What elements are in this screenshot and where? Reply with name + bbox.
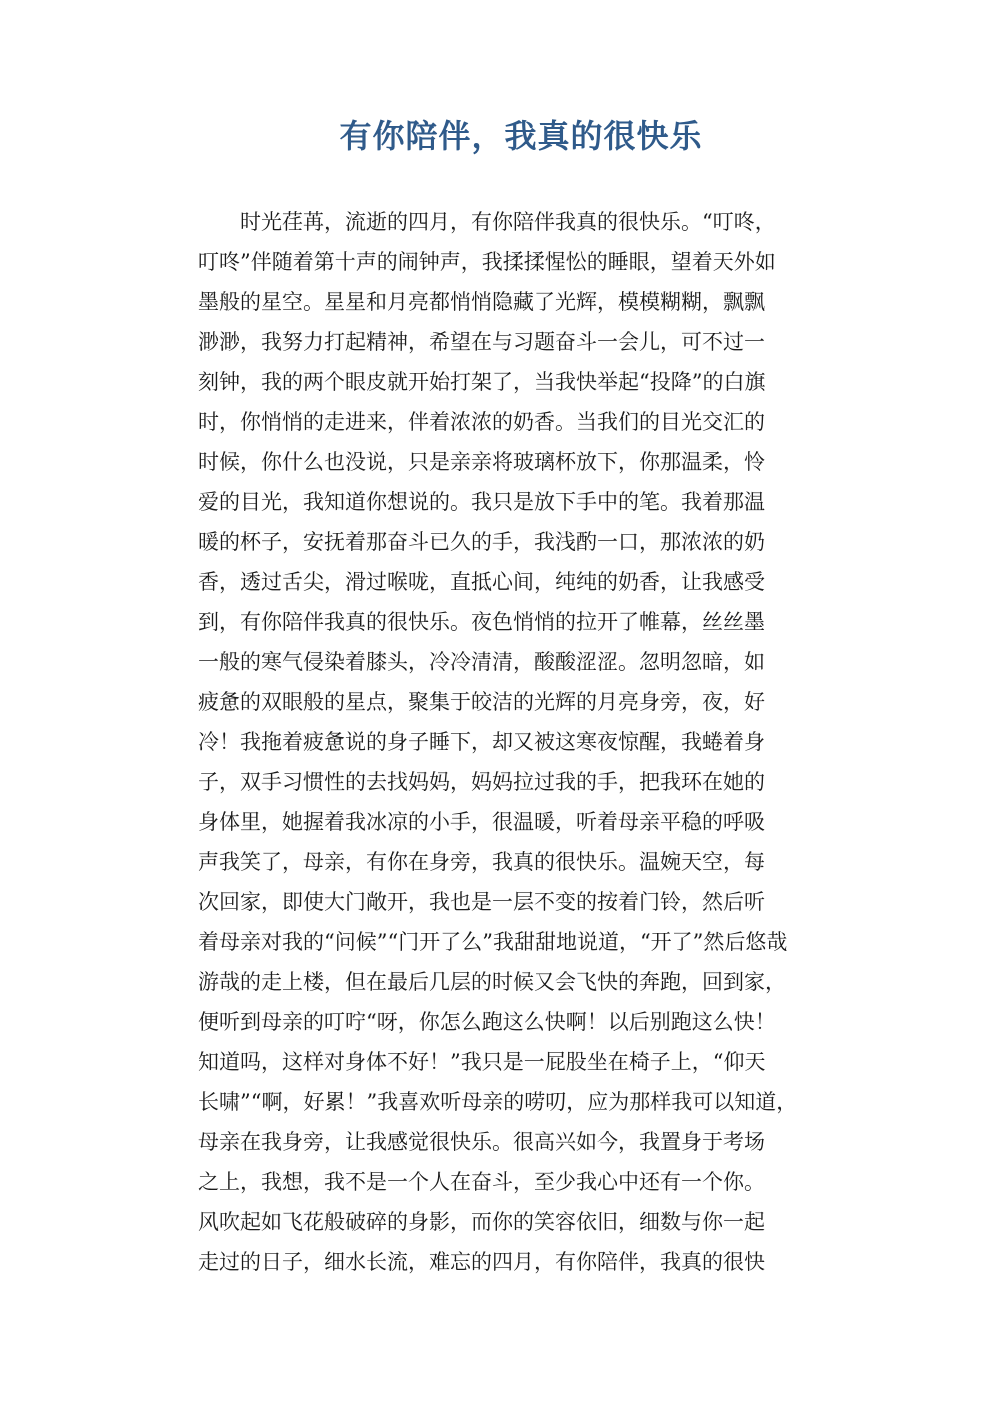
body-line: 游哉的走上楼，但在最后几层的时候又会飞快的奔跑，回到家， — [198, 970, 786, 994]
body-line: 时候，你什么也没说，只是亲亲将玻璃杯放下，你那温柔，怜 — [198, 450, 765, 474]
body-line: 时，你悄悄的走进来，伴着浓浓的奶香。当我们的目光交汇的 — [198, 410, 765, 434]
document-title: 有你陪伴，我真的很快乐 — [339, 117, 703, 155]
body-line: 刻钟，我的两个眼皮就开始打架了，当我快举起“投降”的白旗 — [198, 370, 766, 394]
body-line: 一般的寒气侵染着膝头，冷冷清清，酸酸涩涩。忽明忽暗，如 — [198, 650, 765, 674]
body-line: 之上，我想，我不是一个人在奋斗，至少我心中还有一个你。 — [198, 1170, 765, 1194]
body-line: 长啸”“啊，好累！”我喜欢听母亲的唠叨，应为那样我可以知道， — [198, 1090, 798, 1114]
body-line: 知道吗，这样对身体不好！”我只是一屁股坐在椅子上，“仰天 — [198, 1050, 766, 1074]
body-line: 墨般的星空。星星和月亮都悄悄隐藏了光辉，模模糊糊，飘飘 — [198, 290, 765, 314]
body-line: 子，双手习惯性的去找妈妈，妈妈拉过我的手，把我环在她的 — [198, 770, 765, 794]
body-line: 冷！我拖着疲惫说的身子睡下，却又被这寒夜惊醒，我蜷着身 — [198, 730, 765, 754]
body-line: 风吹起如飞花般破碎的身影，而你的笑容依旧，细数与你一起 — [198, 1210, 765, 1234]
body-line: 时光荏苒，流逝的四月，有你陪伴我真的很快乐。“叮咚， — [198, 210, 776, 234]
body-line: 声我笑了，母亲，有你在身旁，我真的很快乐。温婉天空，每 — [198, 850, 765, 874]
body-line: 着母亲对我的“问候”“门开了么”我甜甜地说道，“开了”然后悠哉 — [198, 930, 788, 954]
document-body — [198, 202, 848, 1282]
body-line: 渺渺，我努力打起精神，希望在与习题奋斗一会儿，可不过一 — [198, 330, 765, 354]
body-line: 身体里，她握着我冰凉的小手，很温暖，听着母亲平稳的呼吸 — [198, 810, 765, 834]
body-line: 到，有你陪伴我真的很快乐。夜色悄悄的拉开了帷幕，丝丝墨 — [198, 610, 765, 634]
body-line: 便听到母亲的叮咛“呀，你怎么跑这么快啊！以后别跑这么快！ — [198, 1010, 776, 1034]
body-line: 母亲在我身旁，让我感觉很快乐。很高兴如今，我置身于考场 — [198, 1130, 765, 1154]
body-line: 次回家，即使大门敞开，我也是一层不变的按着门铃，然后听 — [198, 890, 765, 914]
body-line: 叮咚”伴随着第十声的闹钟声，我揉揉惺忪的睡眼，望着天外如 — [198, 250, 776, 274]
body-line: 香，透过舌尖，滑过喉咙，直抵心间，纯纯的奶香，让我感受 — [198, 570, 765, 594]
body-line: 暖的杯子，安抚着那奋斗已久的手，我浅酌一口，那浓浓的奶 — [198, 530, 765, 554]
body-line: 走过的日子，细水长流，难忘的四月，有你陪伴，我真的很快 — [198, 1250, 765, 1274]
body-line: 爱的目光，我知道你想说的。我只是放下手中的笔。我着那温 — [198, 490, 765, 514]
body-line: 疲惫的双眼般的星点，聚集于皎洁的光辉的月亮身旁，夜，好 — [198, 690, 765, 714]
